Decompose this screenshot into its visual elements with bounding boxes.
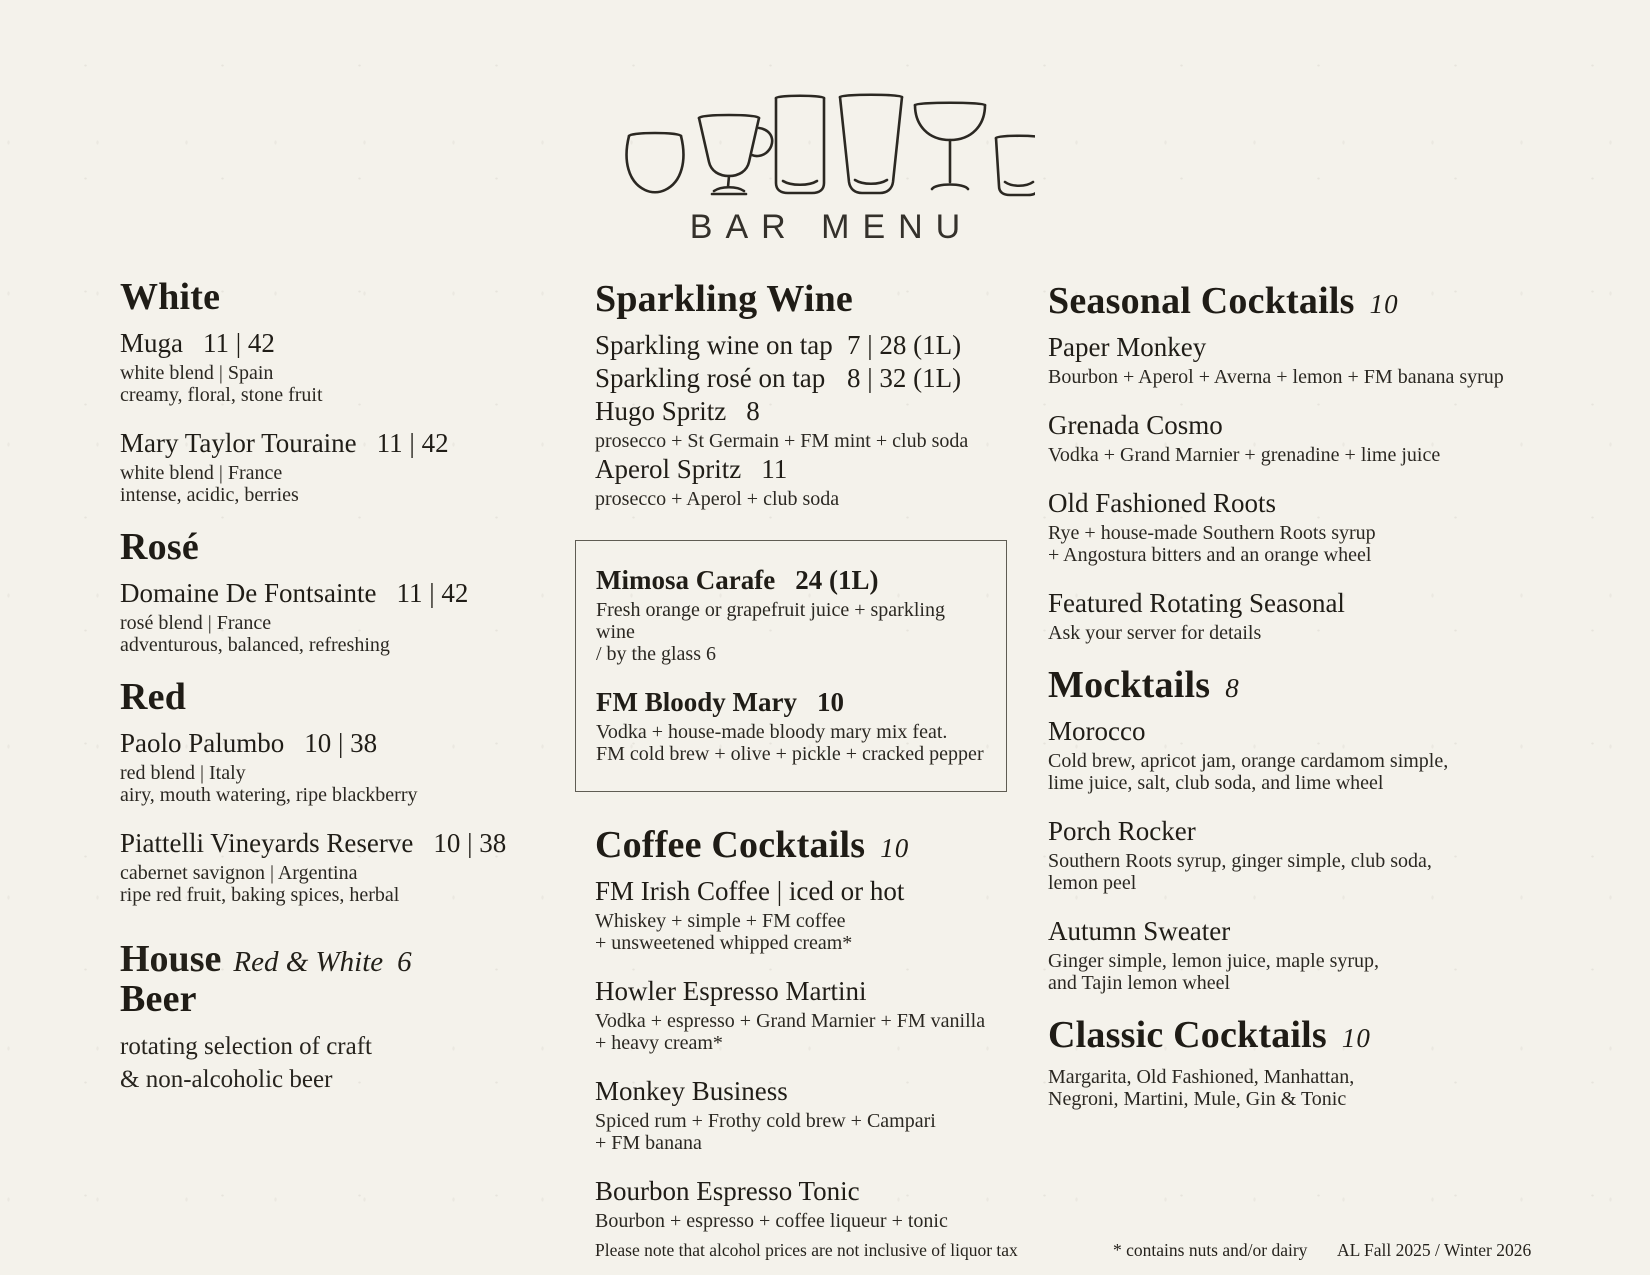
- cocktails-column: [1048, 282, 1518, 1132]
- item-name: Featured Rotating Seasonal: [1048, 588, 1345, 619]
- section-heading-beer: Beer: [120, 977, 197, 1020]
- menu-item-paper-monkey: [1048, 332, 1518, 388]
- menu-item-grenada-cosmo: [1048, 410, 1518, 466]
- menu-item-fontsainte: [120, 578, 565, 656]
- menu-item-featured-seasonal: [1048, 588, 1518, 644]
- menu-item-piattelli: [120, 828, 565, 906]
- item-desc: white blend | France: [120, 461, 283, 484]
- item-desc: Bourbon + espresso + coffee liqueur + tonic: [595, 1210, 948, 1233]
- beer-desc: & non-alcoholic beer: [120, 1065, 333, 1093]
- menu-item-palumbo: [120, 728, 565, 806]
- item-desc: Vodka + house-made bloody mary mix feat.: [596, 721, 948, 744]
- item-desc: Whiskey + simple + FM coffee: [595, 910, 846, 933]
- glassware-illustration: [615, 78, 1035, 200]
- irish-coffee-mug-icon: [699, 115, 772, 194]
- stemless-wine-glass-icon: [627, 133, 684, 192]
- section-heading-coffee-cocktails: [595, 826, 1035, 866]
- item-desc: Southern Roots syrup, ginger simple, club soda,: [1048, 850, 1432, 873]
- item-name: Mary Taylor Touraine: [120, 427, 357, 458]
- sparkling-coffee-column: [595, 280, 1035, 1254]
- item-name: Autumn Sweater: [1048, 916, 1231, 947]
- menu-item-mimosa-carafe: [596, 565, 988, 665]
- item-desc: intense, acidic, berries: [120, 483, 299, 506]
- item-desc: red blend | Italy: [120, 761, 246, 784]
- item-name: Bourbon Espresso Tonic: [595, 1176, 860, 1207]
- menu-item-bourbon-espresso-tonic: [595, 1176, 1035, 1232]
- section-title: Coffee Cocktails: [595, 824, 866, 867]
- item-price: 7 | 28 (1L): [847, 329, 962, 360]
- section-title: Seasonal Cocktails: [1048, 280, 1355, 322]
- menu-item-autumn-sweater: [1048, 916, 1518, 994]
- item-name: Sparkling rosé on tap: [595, 362, 826, 393]
- section-heading-red: Red: [120, 675, 187, 718]
- item-name: Morocco: [1048, 715, 1146, 746]
- menu-item-monkey-business: [595, 1076, 1035, 1154]
- item-desc: ripe red fruit, baking spices, herbal: [120, 883, 400, 906]
- item-desc: Ginger simple, lemon juice, maple syrup,: [1048, 950, 1380, 973]
- collins-glass-icon: [776, 96, 824, 193]
- pint-glass-icon: [840, 95, 902, 193]
- item-desc: adventurous, balanced, refreshing: [120, 633, 390, 656]
- item-name: Howler Espresso Martini: [595, 976, 867, 1007]
- menu-edition: AL Fall 2025 / Winter 2026: [1337, 1240, 1532, 1260]
- item-desc: Negroni, Martini, Mule, Gin & Tonic: [1048, 1088, 1347, 1110]
- item-desc: Bourbon + Aperol + Averna + lemon + FM banana syrup: [1048, 365, 1504, 388]
- item-desc: and Tajin lemon wheel: [1048, 972, 1231, 995]
- section-price: 10: [1369, 289, 1399, 319]
- menu-item-irish-coffee: [595, 876, 1035, 954]
- menu-item-howler-espresso-martini: [595, 976, 1035, 1054]
- item-desc: Vodka + Grand Marnier + grenadine + lime juice: [1048, 443, 1441, 466]
- item-name: FM Bloody Mary: [596, 687, 797, 718]
- section-price: 8: [1225, 673, 1240, 704]
- item-desc: Cold brew, apricot jam, orange cardamom simple,: [1048, 750, 1449, 773]
- item-price: 10 | 38: [433, 827, 507, 858]
- item-desc: Ask your server for details: [1048, 622, 1262, 645]
- menu-item-old-fashioned-roots: [1048, 488, 1518, 566]
- wine-beer-column: [120, 278, 565, 1096]
- section-heading-classic-cocktails: [1048, 1016, 1518, 1056]
- house-label: House: [120, 937, 222, 980]
- coupe-glass-icon: [915, 103, 985, 189]
- item-name: Grenada Cosmo: [1048, 409, 1223, 440]
- item-desc: airy, mouth watering, ripe blackberry: [120, 783, 418, 806]
- menu-item-sparkling-wine-tap: [595, 330, 1035, 361]
- menu-item-classics-list: [1048, 1066, 1518, 1110]
- house-price: 6: [397, 945, 412, 978]
- menu-item-bloody-mary: [596, 687, 988, 765]
- item-price: 11 | 42: [396, 577, 469, 608]
- item-price: 24 (1L): [795, 565, 879, 596]
- section-title: Mocktails: [1048, 664, 1211, 707]
- tax-disclaimer: Please note that alcohol prices are not inclusive of liquor tax: [595, 1240, 1018, 1260]
- menu-item-hugo-spritz: [595, 396, 1035, 452]
- page-title: BAR MENU: [689, 208, 974, 246]
- item-name: Mimosa Carafe: [596, 565, 776, 596]
- item-price: 11 | 42: [203, 327, 275, 358]
- item-name: Muga: [120, 327, 183, 358]
- item-desc: Rye + house-made Southern Roots syrup: [1048, 522, 1376, 545]
- item-name: Hugo Spritz: [595, 395, 727, 426]
- item-desc: cabernet savignon | Argentina: [120, 861, 358, 884]
- item-name: Paper Monkey: [1048, 331, 1207, 362]
- item-desc: + unsweetened whipped cream*: [595, 932, 853, 955]
- menu-item-morocco: [1048, 716, 1518, 794]
- brunch-box: [575, 540, 1007, 792]
- section-heading-mocktails: [1048, 666, 1518, 706]
- item-name: Monkey Business: [595, 1076, 788, 1107]
- menu-item-aperol-spritz: [595, 454, 1035, 510]
- section-price: 10: [880, 833, 910, 864]
- section-price: 10: [1341, 1023, 1371, 1054]
- item-name: Piattelli Vineyards Reserve: [120, 827, 414, 858]
- item-desc: white blend | Spain: [120, 361, 274, 384]
- item-desc: prosecco + Aperol + club soda: [595, 488, 840, 511]
- item-name: Porch Rocker: [1048, 816, 1196, 847]
- item-name: Sparkling wine on tap: [595, 329, 833, 360]
- item-desc: prosecco + St Germain + FM mint + club soda: [595, 430, 969, 453]
- item-price: 11 | 42: [376, 427, 449, 458]
- item-price: 10: [816, 687, 844, 718]
- menu-item-porch-rocker: [1048, 816, 1518, 894]
- item-name: Aperol Spritz: [595, 454, 742, 485]
- item-price: 11: [761, 454, 788, 485]
- menu-item-mary-taylor: [120, 428, 565, 506]
- menu-item-sparkling-rose-tap: [595, 363, 1035, 394]
- item-desc: + Angostura bitters and an orange wheel: [1048, 544, 1372, 567]
- section-heading-seasonal-cocktails: [1048, 282, 1518, 322]
- section-heading-white: White: [120, 276, 221, 318]
- house-subtitle: Red & White: [233, 945, 384, 978]
- rocks-glass-icon: [996, 136, 1035, 195]
- section-heading-sparkling: Sparkling Wine: [595, 278, 854, 320]
- item-desc: FM cold brew + olive + pickle + cracked pepper: [596, 743, 984, 766]
- item-desc: lime juice, salt, club soda, and lime wheel: [1048, 772, 1384, 795]
- item-name: FM Irish Coffee | iced or hot: [595, 876, 905, 907]
- item-desc: Margarita, Old Fashioned, Manhattan,: [1048, 1066, 1355, 1088]
- menu-item-muga: [120, 328, 565, 406]
- item-price: 10 | 38: [304, 727, 378, 758]
- section-heading-rose: Rosé: [120, 525, 199, 568]
- item-name: Paolo Palumbo: [120, 727, 285, 758]
- item-desc: rosé blend | France: [120, 611, 272, 634]
- item-name: Domaine De Fontsainte: [120, 577, 377, 608]
- item-desc: + FM banana: [595, 1132, 702, 1155]
- item-desc: creamy, floral, stone fruit: [120, 383, 323, 406]
- item-desc: / by the glass 6: [596, 643, 716, 666]
- item-name: Old Fashioned Roots: [1048, 487, 1277, 518]
- section-title: Classic Cocktails: [1048, 1014, 1327, 1057]
- item-price: 8 | 32 (1L): [847, 362, 962, 393]
- beer-desc: rotating selection of craft: [120, 1032, 372, 1060]
- item-desc: Vodka + espresso + Grand Marnier + FM vanilla: [595, 1010, 986, 1033]
- allergen-note: * contains nuts and/or dairy: [1113, 1240, 1308, 1260]
- item-desc: lemon peel: [1048, 872, 1137, 895]
- item-price: 8: [746, 395, 760, 426]
- item-desc: Fresh orange or grapefruit juice + sparkling wine: [596, 599, 945, 644]
- item-desc: + heavy cream*: [595, 1032, 723, 1055]
- item-desc: Spiced rum + Frothy cold brew + Campari: [595, 1110, 936, 1133]
- section-heading-house: [120, 937, 565, 980]
